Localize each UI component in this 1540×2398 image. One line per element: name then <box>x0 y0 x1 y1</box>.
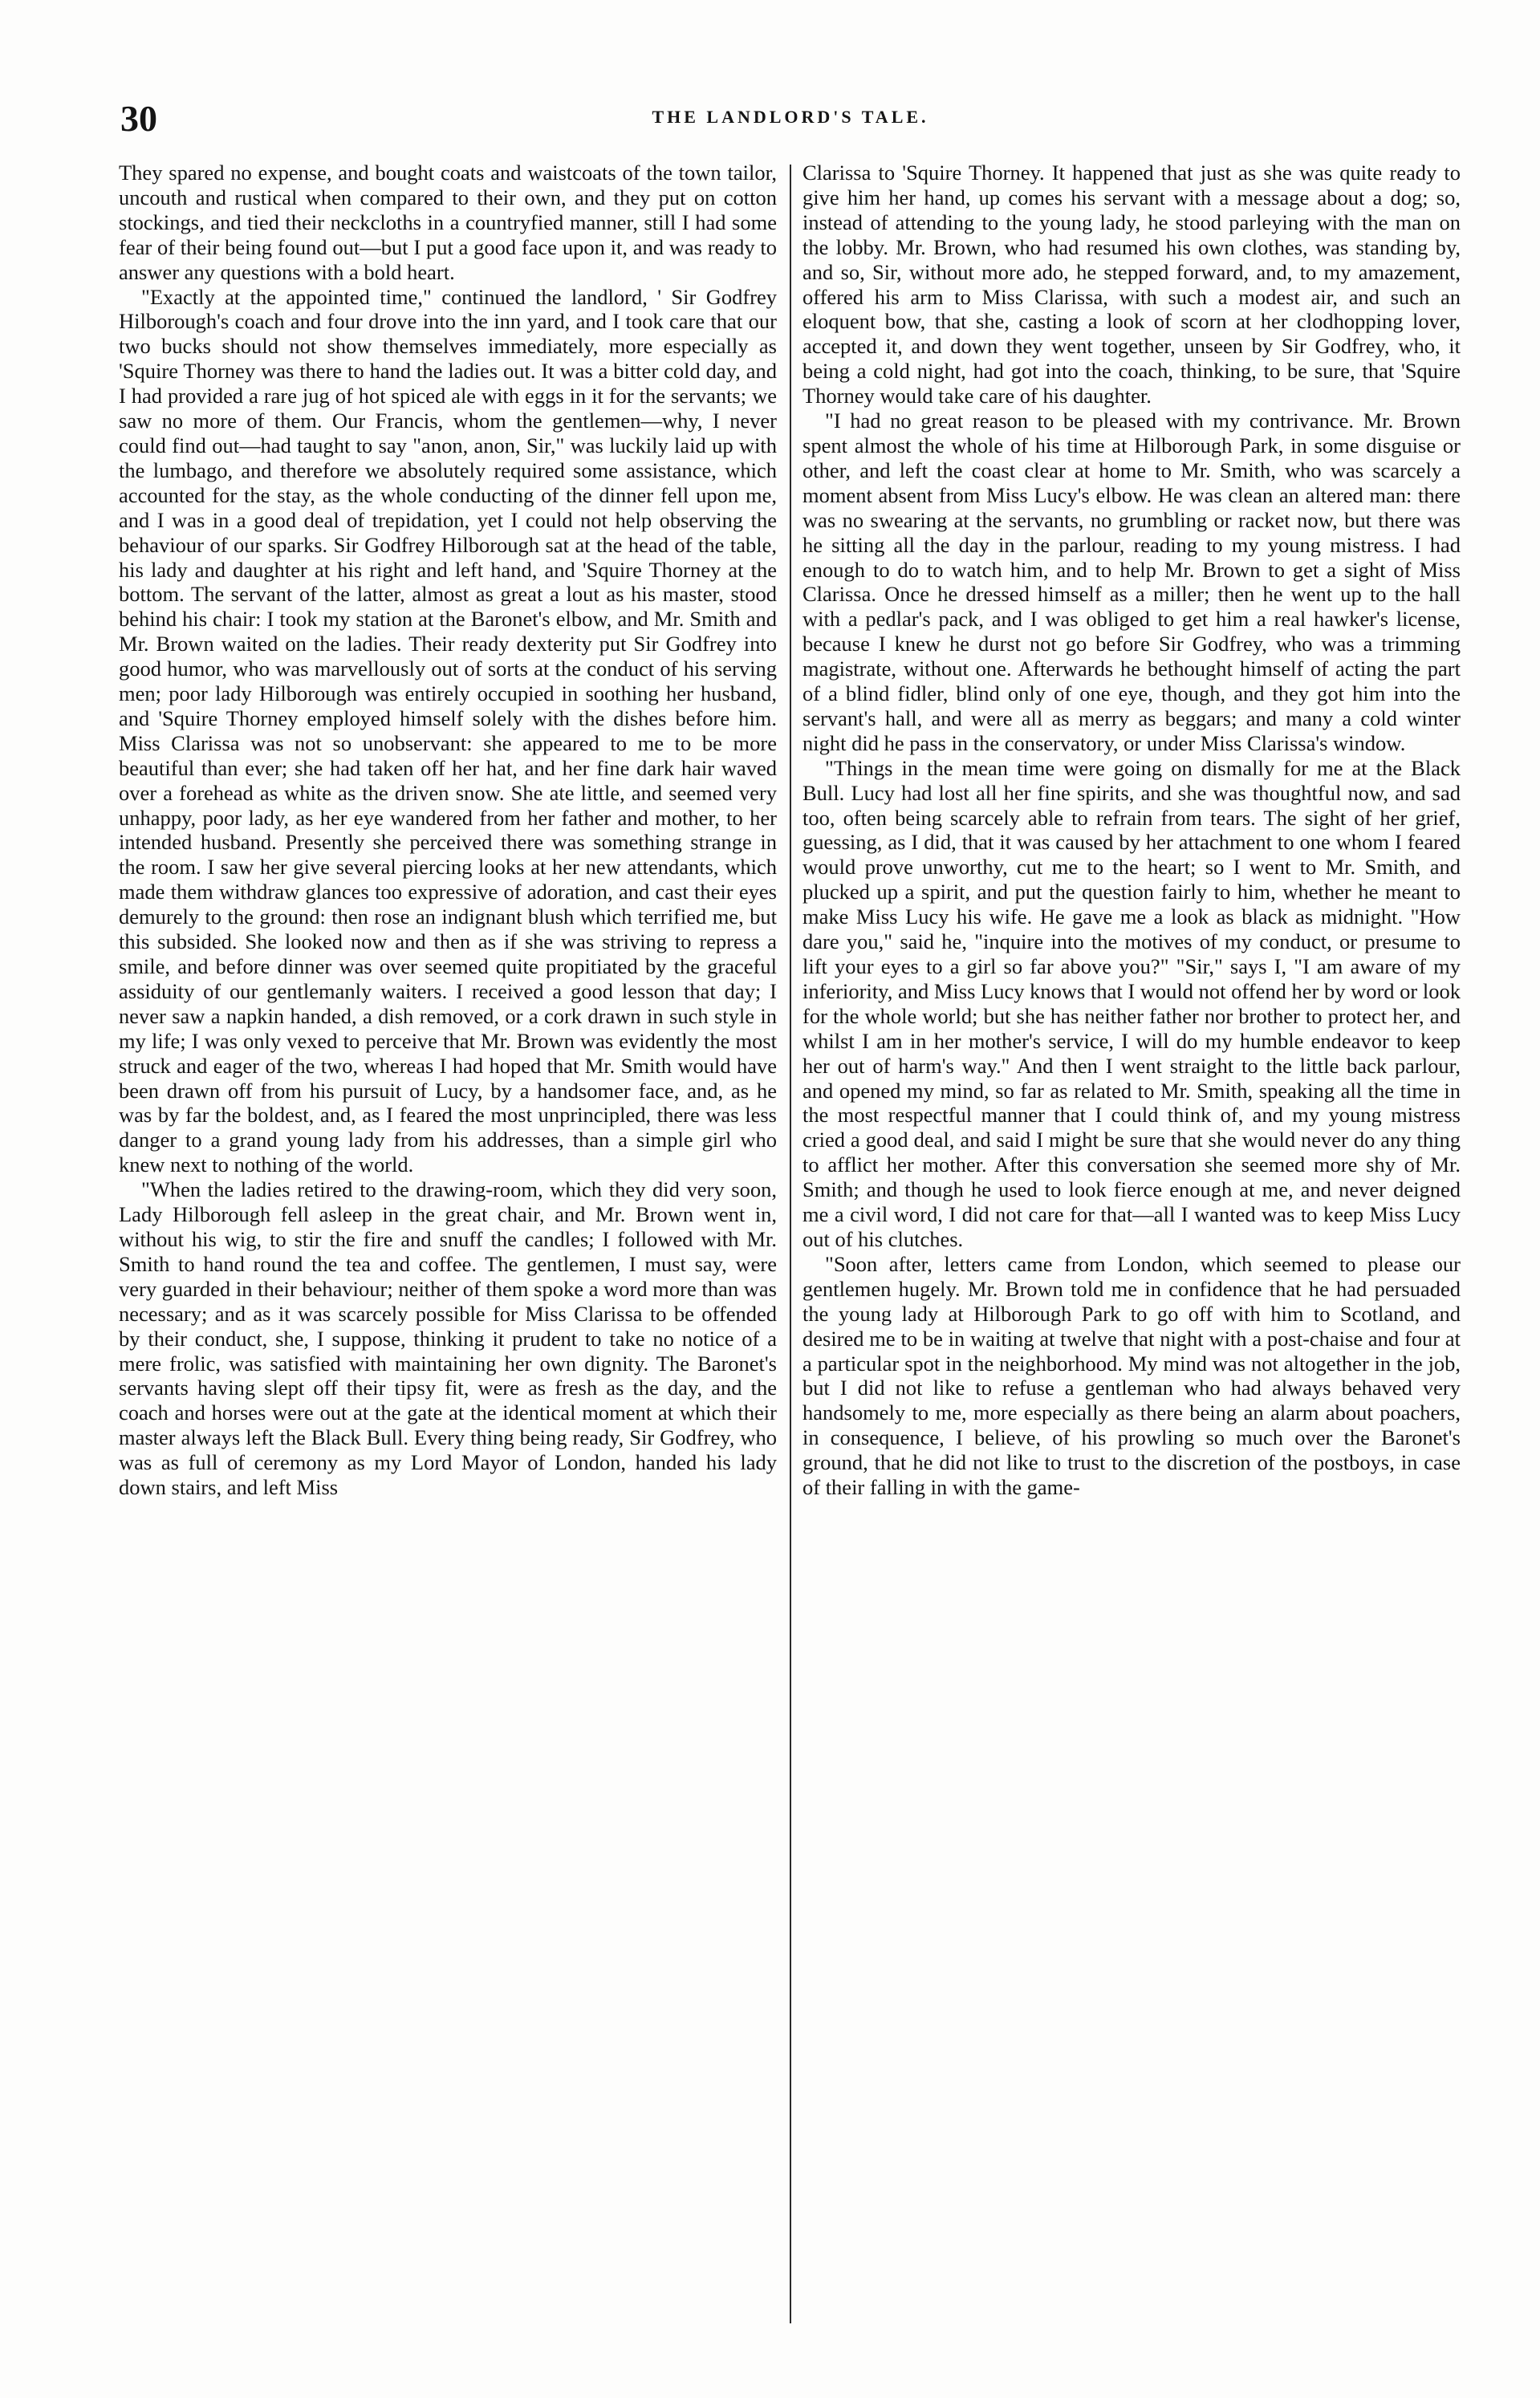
left-column <box>119 161 777 2327</box>
paragraph: "Exactly at the appointed time," continued the landlord, ' Sir Godfrey Hilborough's coach and four drove into the inn yard, and I took care that our two bucks should not show themselves immediately, more especially as 'Squire Thorney was there to hand the ladies out. It was a bitter cold day, and I had provided a rare jug of hot spiced ale with eggs in it for the servants; we saw no more of them. Our Francis, whom the gentlemen—why, I never could find out—had taught to say "anon, anon, Sir," was luckily laid up with the lumbago, and therefore we absolutely required some assistance, which accounted for the stay, as the whole conducting of the dinner fell upon me, and I was in a good deal of trepidation, yet I could not help observing the behaviour of our sparks. Sir Godfrey Hilborough sat at the head of the table, his lady and daughter at his right and left hand, and 'Squire Thorney at the bottom. The servant of the latter, almost as great a lout as his master, stood behind his chair: I took my station at the Baronet's elbow, and Mr. Smith and Mr. Brown waited on the ladies. Their ready dexterity put Sir Godfrey into good humor, who was marvellously out of sorts at the conduct of his serving men; poor lady Hilborough was entirely occupied in soothing her husband, and 'Squire Thorney employed himself solely with the dishes before him. Miss Clarissa was not so unobservant: she appeared to me to be more beautiful than ever; she had taken off her hat, and her fine dark hair waved over a forehead as white as the driven snow. She ate little, and seemed very unhappy, poor lady, as her eye wandered from her father and mother, to her intended husband. Presently she perceived there was something strange in the room. I saw her give several piercing looks at her new attendants, which made them withdraw glances too expressive of adoration, and cast their eyes demurely to the ground: then rose an indignant blush which terrified me, but this subsided. She looked now and then as if she was striving to repress a smile, and before dinner was over seemed quite propitiated by the graceful assiduity of our gentlemanly waiters. I received a good lesson that day; I never saw a napkin handed, a dish removed, or a cork drawn in such style in my life; I was only vexed to perceive that Mr. Brown was evidently the most struck and eager of the two, whereas I had hoped that Mr. Smith would have been drawn off from his pursuit of Lucy, by a handsomer face, and, as he was by far the boldest, and, as I feared the most unprincipled, there was less danger to a grand young lady from his addresses, than a simple girl who knew next to nothing of the world. <box>119 284 777 1177</box>
page-number: 30 <box>120 98 157 139</box>
running-title: THE LANDLORD'S TALE. <box>652 107 929 127</box>
paragraph: "Soon after, letters came from London, which seemed to please our gentlemen hugely. Mr. Brown told me in confidence that he had persuaded the young lady at Hilborough Park to go off with him to Scotland, and desired me to be in waiting at twelve that night with a post-chaise and four at a particular spot in the neighborhood. My mind was not altogether in the job, but I did not like to refuse a gentleman who had always behaved very handsomely to me, more especially as there being an alarm about poachers, in consequence, I believe, of his prowling so much over the Baronet's ground, that he did not like to trust to the discretion of the postboys, in case of their falling in with the game- <box>803 1251 1461 1500</box>
paragraph: Clarissa to 'Squire Thorney. It happened that just as she was quite ready to give him her hand, up comes his servant with a message about a dog; so, instead of attending to the young lady, he stood parleying with the man on the lobby. Mr. Brown, who had resumed his own clothes, was standing by, and so, Sir, without more ado, he stepped forward, and, to my amazement, offered his arm to Miss Clarissa, with such a modest air, and such an eloquent bow, that she, casting a look of scorn at her clodhopping lover, accepted it, and down they went together, unseen by Sir Godfrey, who, it being a cold night, had got into the coach, thinking, to be sure, that 'Squire Thorney would take care of his daughter. <box>803 161 1461 408</box>
paragraph: "Things in the mean time were going on dismally for me at the Black Bull. Lucy had lost all her fine spirits, and she was thoughtful now, and sad too, often being scarcely able to refrain from tears. The sight of her grief, guessing, as I did, that it was caused by her attachment to one whom I feared would prove unworthy, cut me to the heart; so I went to Mr. Smith, and plucked up a spirit, and put the question fairly to him, whether he meant to make Miss Lucy his wife. He gave me a look as black as midnight. "How dare you," said he, "inquire into the motives of my conduct, or presume to lift your eyes to a girl so far above you?" "Sir," says I, "I am aware of my inferiority, and Miss Lucy knows that I would not offend her by word or look for the whole world; but she has neither father nor brother to protect her, and whilst I am in her mother's service, I will do my humble endeavor to keep her out of harm's way." And then I went straight to the little back parlour, and opened my mind, so far as related to Mr. Smith, speaking all the time in the most respectful manner that I could think of, and my young mistress cried a good deal, and said I might be sure that she would never do any thing to afflict her mother. After this conversation she seemed more shy of Mr. Smith; and though he used to look fierce enough at me, and never deigned me a civil word, I did not care for that—all I wanted was to keep Miss Lucy out of his clutches. <box>803 755 1461 1251</box>
paragraph: "I had no great reason to be pleased with my contrivance. Mr. Brown spent almost the whole of his time at Hilborough Park, in some disguise or other, and left the coast clear at home to Mr. Smith, who was scarcely a moment absent from Miss Lucy's elbow. He was clean an altered man: there was no swearing at the servants, no grumbling or racket now, but there was he sitting all the day in the parlour, reading to my young mistress. I had enough to do to watch him, and to help Mr. Brown to get a sight of Miss Clarissa. Once he dressed himself as a miller; then he went up to the hall with a pedlar's pack, and I was obliged to get him a real hawker's license, because I knew he durst not go before Sir Godfrey, who was a trimming magistrate, without one. Afterwards he bethought himself of acting the part of a blind fidler, blind only of one eye, though, and they got him into the servant's hall, and were all as merry as beggars; and many a cold winter night did he pass in the conservatory, or under Miss Clarissa's window. <box>803 408 1461 755</box>
column-divider <box>790 165 791 2323</box>
running-head <box>120 95 1461 151</box>
right-column <box>803 161 1461 2327</box>
paragraph: They spared no expense, and bought coats and waistcoats of the town tailor, uncouth and rustical when compared to their own, and they put on cotton stockings, and tied their neckcloths in a countryfied manner, still I had some fear of their being found out—but I put a good face upon it, and was ready to answer any questions with a bold heart. <box>119 161 777 284</box>
paragraph: "When the ladies retired to the drawing-room, which they did very soon, Lady Hilborough fell asleep in the great chair, and Mr. Brown went in, without his wig, to stir the fire and snuff the candles; I followed with Mr. Smith to hand round the tea and coffee. The gentlemen, I must say, were very guarded in their behaviour; neither of them spoke a word more than was necessary; and as it was scarcely possible for Miss Clarissa to be offended by their conduct, she, I suppose, thinking it prudent to take no notice of a mere frolic, was satisfied with maintaining her own dignity. The Baronet's servants having slept off their tipsy fit, were as fresh as the day, and the coach and horses were out at the gate at the identical moment at which their master always left the Black Bull. Every thing being ready, Sir Godfrey, who was as full of ceremony as my Lord Mayor of London, handed his lady down stairs, and left Miss <box>119 1177 777 1500</box>
